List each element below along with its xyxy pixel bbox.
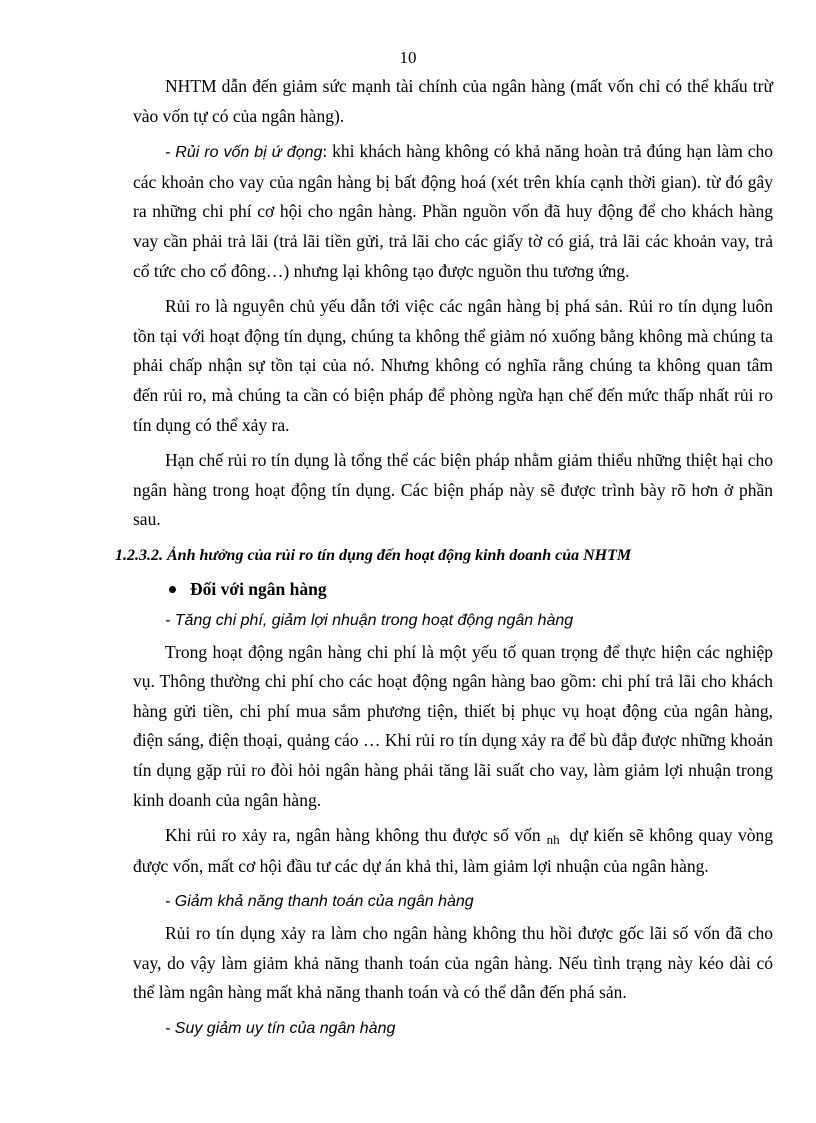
paragraph-text: Khi rủi ro xảy ra, ngân hàng không thu được số vốn: [165, 825, 541, 846]
paragraph: NHTM dẫn đến giảm sức mạnh tài chính của ngân hàng (mất vốn chỉ có thể khấu trừ vào vốn tự có của ngân hàng).: [133, 76, 773, 126]
paragraph: [133, 821, 773, 881]
subheading: - Giảm khả năng thanh toán của ngân hàng: [165, 893, 474, 911]
paragraph-text: : khi khách hàng không có khả năng hoàn trả đúng hạn làm cho các khoản cho vay của ngân hàng bị bất động hoá (xét trên khía cạnh thời gian). từ đó gây ra những chi phí cơ hội cho ngân hàng. Phần nguồn vốn đã huy động để cho khách hàng vay cần phải trả lãi (trả lãi tiền gửi, trả lãi cho các giấy tờ có giá, trả lãi các khoản vay, trả cổ tức cho cổ đông…) nhưng lại không tạo được nguồn thu tương ứng.: [133, 141, 773, 281]
paragraph: Hạn chế rủi ro tín dụng là tổng thể các biện pháp nhằm giảm thiểu những thiệt hại cho ngân hàng trong hoạt động tín dụng. Các biện pháp này sẽ được trình bày rõ hơn ở phần sau.: [133, 450, 773, 530]
bullet-label: Đối với ngân hàng: [190, 578, 327, 599]
bullet-dot-icon: [169, 586, 176, 593]
paragraph: Rủi ro là nguyên chủ yếu dẫn tới việc các ngân hàng bị phá sản. Rủi ro tín dụng luôn tồn tại với hoạt động tín dụng, chúng ta không thể giảm nó xuống bằng không mà chúng ta phải chấp nhận sự tồn tại của nó. Nhưng không có nghĩa rằng chúng ta không quan tâm đến rủi ro, mà chúng ta cần có biện pháp để phòng ngừa hạn chế đến mức thấp nhất rủi ro tín dụng có thể xảy ra.: [133, 296, 773, 435]
paragraph: Rủi ro tín dụng xảy ra làm cho ngân hàng không thu hồi được gốc lãi số vốn đã cho vay, do vậy làm giảm khả năng thanh toán của ngân hàng. Nếu tình trạng này kéo dài có thể làm ngân hàng mất khả năng thanh toán và có thể dẫn đến phá sản.: [133, 923, 773, 1003]
page-number: 10: [399, 48, 417, 67]
bullet-item: [165, 575, 773, 605]
paragraph: [133, 137, 773, 286]
subheading: - Suy giảm uy tín của ngân hàng: [165, 1019, 396, 1037]
stray-text: nh: [546, 832, 560, 848]
section-heading: 1.2.3.2. Ảnh hưởng của rủi ro tín dụng đến hoạt động kinh doanh của NHTM: [115, 546, 632, 564]
paragraph-text: dự kiến sẽ không quay vòng được vốn, mất cơ hội đầu tư các dự án khả thi, làm giảm lợi nhuận của ngân hàng.: [133, 825, 773, 876]
subheading: - Tăng chi phí, giảm lợi nhuận trong hoạt động ngân hàng: [165, 612, 574, 630]
document-body: [115, 72, 773, 1045]
italic-term: - Rủi ro vốn bị ứ đọng: [165, 144, 323, 162]
paragraph: Trong hoạt động ngân hàng chi phí là một yếu tố quan trọng để thực hiện các nghiệp vụ. Thông thường chi phí cho các hoạt động ngân hàng bao gồm: chi phí trả lãi cho khách hàng gửi tiền, chi phí mua sắm phương tiện, thiết bị phục vụ hoạt động của ngân hàng, điện sáng, điện thoại, quảng cáo … Khi rủi ro tín dụng xảy ra để bù đắp được những khoản tín dụng gặp rủi ro đòi hỏi ngân hàng phải tăng lãi suất cho vay, làm giảm lợi nhuận trong kinh doanh của ngân hàng.: [133, 641, 773, 810]
